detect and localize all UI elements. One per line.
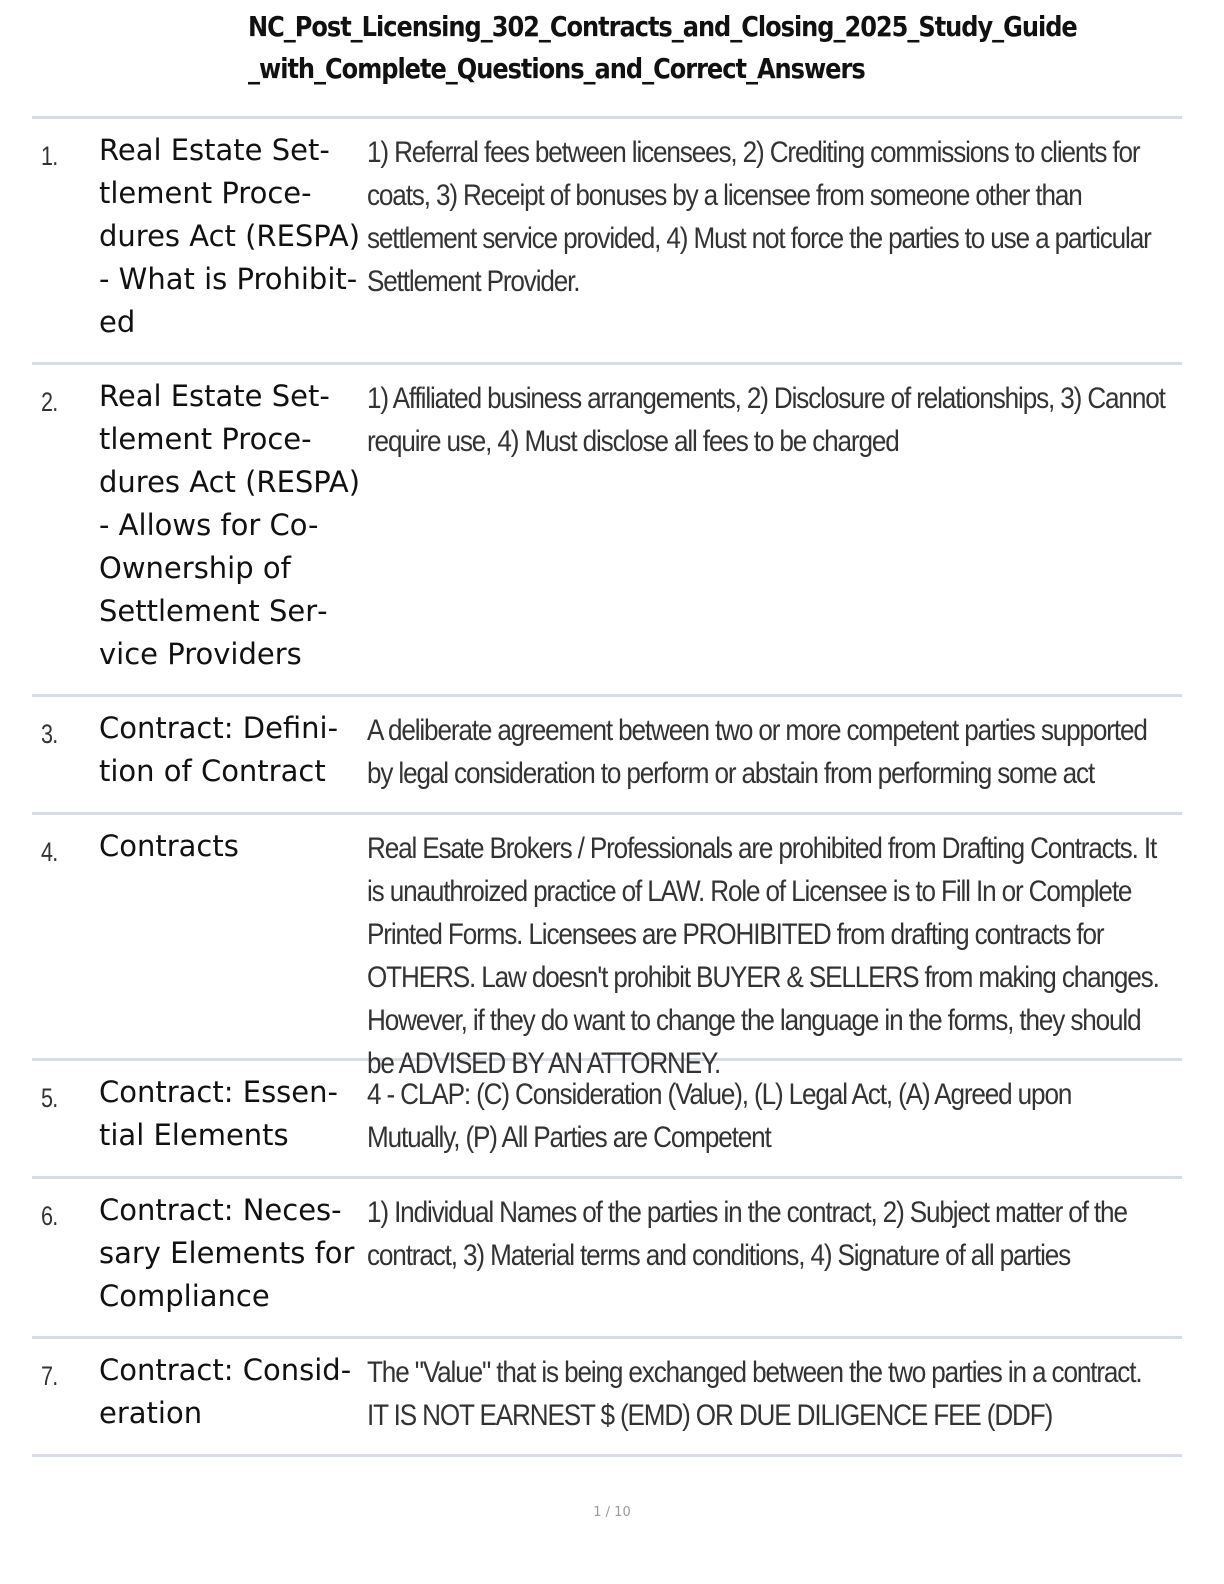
entry-term: Real Estate Settlement Procedures Act (RESPA) - Allows for Co-Ownership of Settlement Service Providers <box>99 379 361 671</box>
entry-term: Contracts <box>99 829 239 863</box>
entry-definition: The "Value" that is being exchanged between the two parties in a contract. IT IS NOT EARNEST $ (EMD) OR DUE DILIGENCE FEE (DDF) <box>367 1356 1142 1432</box>
flashcard-row <box>32 119 1182 365</box>
flashcard-row <box>32 815 1182 1080</box>
entry-number: 7. <box>41 1361 58 1391</box>
entry-definition: 4 - CLAP: (C) Consideration (Value), (L) Legal Act, (A) Agreed upon Mutually, (P) All Parties are Competent <box>367 1078 1072 1154</box>
entry-definition: 1) Affiliated business arrangements, 2) Disclosure of relationships, 3) Cannot require use, 4) Must disclose all fees to be charged <box>367 382 1165 458</box>
entry-number: 2. <box>41 387 58 417</box>
entry-number: 4. <box>41 837 58 867</box>
flashcard-row <box>32 1179 1182 1339</box>
flashcard-row <box>32 697 1182 815</box>
entry-definition: 1) Individual Names of the parties in the contract, 2) Subject matter of the contract, 3) Material terms and conditions, 4) Signature of all parties <box>367 1196 1127 1272</box>
entry-number: 1. <box>41 141 58 171</box>
document-title <box>248 6 1082 90</box>
entry-term: Real Estate Settlement Procedures Act (RESPA) - What is Prohibited <box>99 133 361 339</box>
flashcard-row <box>32 1061 1182 1179</box>
entry-term: Contract: Necessary Elements for Compliance <box>99 1193 355 1313</box>
entry-term: Contract: Consideration <box>99 1353 352 1430</box>
entry-number: 6. <box>41 1201 58 1231</box>
entry-term: Contract: Essential Elements <box>99 1075 338 1152</box>
entry-term: Contract: Definition of Contract <box>99 711 339 788</box>
entry-definition: 1) Referral fees between licensees, 2) Crediting commissions to clients for coats, 3) Receipt of bonuses by a licensee from someone other than settlement service provided, 4) Must not force the parties to use a particular Settlement Provider. <box>367 136 1151 298</box>
entry-number: 3. <box>41 719 58 749</box>
document-title-line-2: _with_Complete_Questions_and_Correct_Answers <box>248 52 865 85</box>
flashcard-row <box>32 365 1182 697</box>
entry-number: 5. <box>41 1083 58 1113</box>
entry-definition: A deliberate agreement between two or more competent parties supported by legal consideration to perform or abstain from performing some act <box>367 714 1147 790</box>
flashcard-list <box>32 119 1182 1457</box>
entry-definition: Real Esate Brokers / Professionals are prohibited from Drafting Contracts. It is unauthroized practice of LAW. Role of Licensee is to Fill In or Complete Printed Forms. Licensees are PROHIBITED from drafting contracts for OTHERS. Law doesn't prohibit BUYER & SELLERS from making changes. However, if they do want to change the language in the forms, they should be ADVISED BY AN ATTORNEY. <box>367 832 1159 1080</box>
page-number: 1 / 10 <box>593 1505 631 1520</box>
flashcard-row <box>32 1339 1182 1457</box>
document-title-line-1: NC_Post_Licensing_302_Contracts_and_Closing_2025_Study_Guide <box>248 10 1077 43</box>
